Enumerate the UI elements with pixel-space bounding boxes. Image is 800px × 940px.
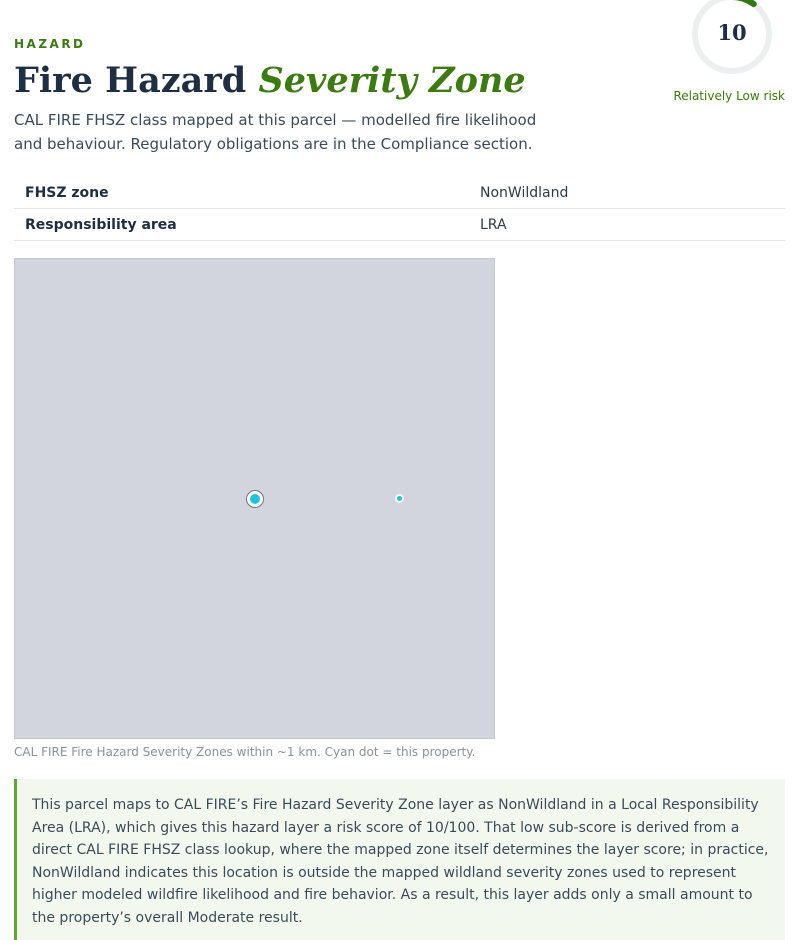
section-eyebrow: HAZARD xyxy=(14,37,86,51)
title-accent: Severity Zone xyxy=(258,60,526,101)
nearby-marker[interactable] xyxy=(395,494,404,503)
title-main: Fire Hazard xyxy=(14,60,247,101)
detail-key: FHSZ zone xyxy=(25,184,109,201)
detail-value: LRA xyxy=(480,216,507,233)
detail-row-responsibility-area xyxy=(14,209,785,241)
detail-key: Responsibility area xyxy=(25,216,177,233)
detail-value: NonWildland xyxy=(480,184,569,201)
page-title xyxy=(14,58,526,104)
risk-score-value: 10 xyxy=(717,20,747,45)
hazard-details-table xyxy=(14,177,785,241)
property-marker[interactable] xyxy=(246,490,264,508)
summary-callout: This parcel maps to CAL FIRE’s Fire Hazard Severity Zone layer as NonWildland in a Local Responsibility Area (LRA), which gives this hazard layer a risk score of 10/100. That low sub-score is derived from a direct CAL FIRE FHSZ class lookup, where the mapped zone itself determines the layer score; in practice, NonWildland indicates this location is outside the mapped wildland severity zones used to represent higher modeled wildfire likelihood and fire behavior. As a result, this layer adds only a small amount to the property’s overall Moderate result. xyxy=(14,779,785,940)
section-description: CAL FIRE FHSZ class mapped at this parcel — modelled fire likelihood and behaviour. Regulatory obligations are in the Compliance section. xyxy=(14,111,537,153)
detail-row-fhsz-zone xyxy=(14,177,785,209)
hazard-zone-map[interactable] xyxy=(14,258,495,739)
map-caption: CAL FIRE Fire Hazard Severity Zones within ~1 km. Cyan dot = this property. xyxy=(14,745,476,759)
risk-level-label: Relatively Low risk xyxy=(673,89,785,103)
